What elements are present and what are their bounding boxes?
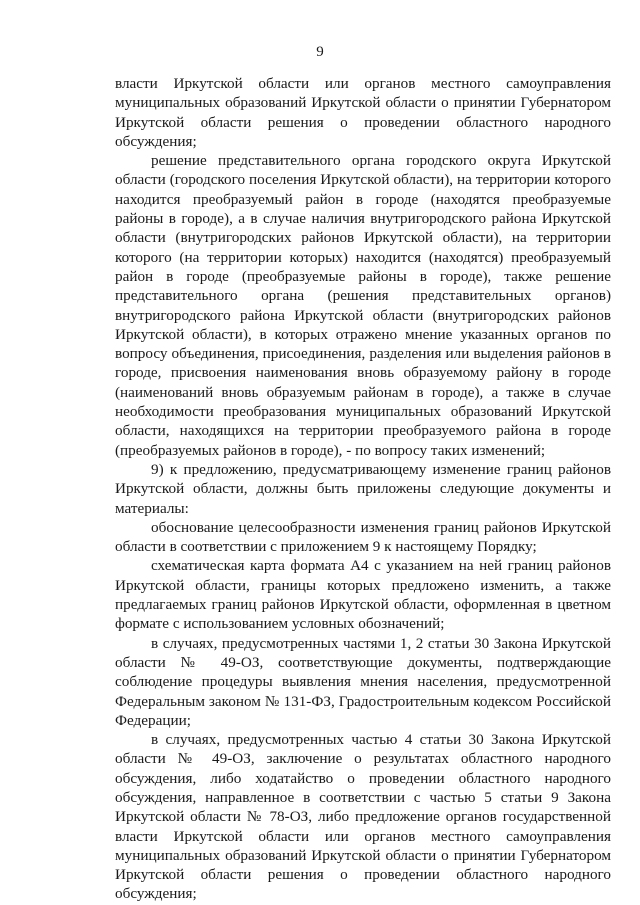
document-body <box>115 74 611 904</box>
paragraph-schematic-map: схематическая карта формата А4 с указанием на ней границ районов Иркутской области, границы которых предложено изменить, а также предлагаемых границ районов Иркутской области, оформленная в цветном формате с использованием условных обозначений; <box>115 557 611 633</box>
paragraph-representative-body-decision: решение представительного органа городского округа Иркутской области (городского поселения Иркутской области), на территории которого находится преобразуемый район в городе (находятся преобразуемые районы в городе), а в случае наличия внутригородского района Иркутской области (внутригородских районов Иркутской области), на территории которого (на территории которых) находится (находятся) преобразуемый район в городе (преобразуемые районы в городе), также решение представительного органа (решения представительных органов) внутригородского района Иркутской области (внутригородских районов Иркутской области), в которых отражено мнение указанных органов по вопросу объединения, присоединения, разделения или выделения районов в городе, присвоения наименования вновь образуемому району в городе (наименований вновь образуемым районам в городе), а также в случае необходимости преобразования муниципальных образований Иркутской области, находящихся на территории преобразуемого района в городе (преобразуемых районов в городе), - по вопросу таких изменений; <box>115 152 611 459</box>
paragraph-continuation: власти Иркутской области или органов местного самоуправления муниципальных образований Иркутской области о принятии Губернатором Иркутской области решения о проведении областного народного обсуждения; <box>115 75 611 150</box>
paragraph-part-4: в случаях, предусмотренных частью 4 статьи 30 Закона Иркутской области № 49-ОЗ, заключение о результатах областного народного обсуждения, либо ходатайство о проведении областного народного обсуждения, направленное в соответствии с частью 5 статьи 9 Закона Иркутской области № 78-ОЗ, либо предложение органов государственной власти Иркутской области или органов местного самоуправления муниципальных образований Иркутской области о принятии Губернатором Иркутской области решения о проведении областного народного обсуждения; <box>115 731 611 903</box>
paragraph-item-9: 9) к предложению, предусматривающему изменение границ районов Иркутской области, должны быть приложены следующие документы и материалы: <box>115 460 611 517</box>
paragraph-parts-1-2: в случаях, предусмотренных частями 1, 2 статьи 30 Закона Иркутской области № 49-ОЗ, соответствующие документы, подтверждающие соблюдение процедуры выявления мнения населения, предусмотренной Федеральным законом № 131-ФЗ, Градостроительным кодексом Российской Федерации; <box>115 634 611 729</box>
paragraph-justification: обоснование целесообразности изменения границ районов Иркутской области в соответствии с приложением 9 к настоящему Порядку; <box>115 518 611 556</box>
page-number: 9 <box>316 44 324 60</box>
